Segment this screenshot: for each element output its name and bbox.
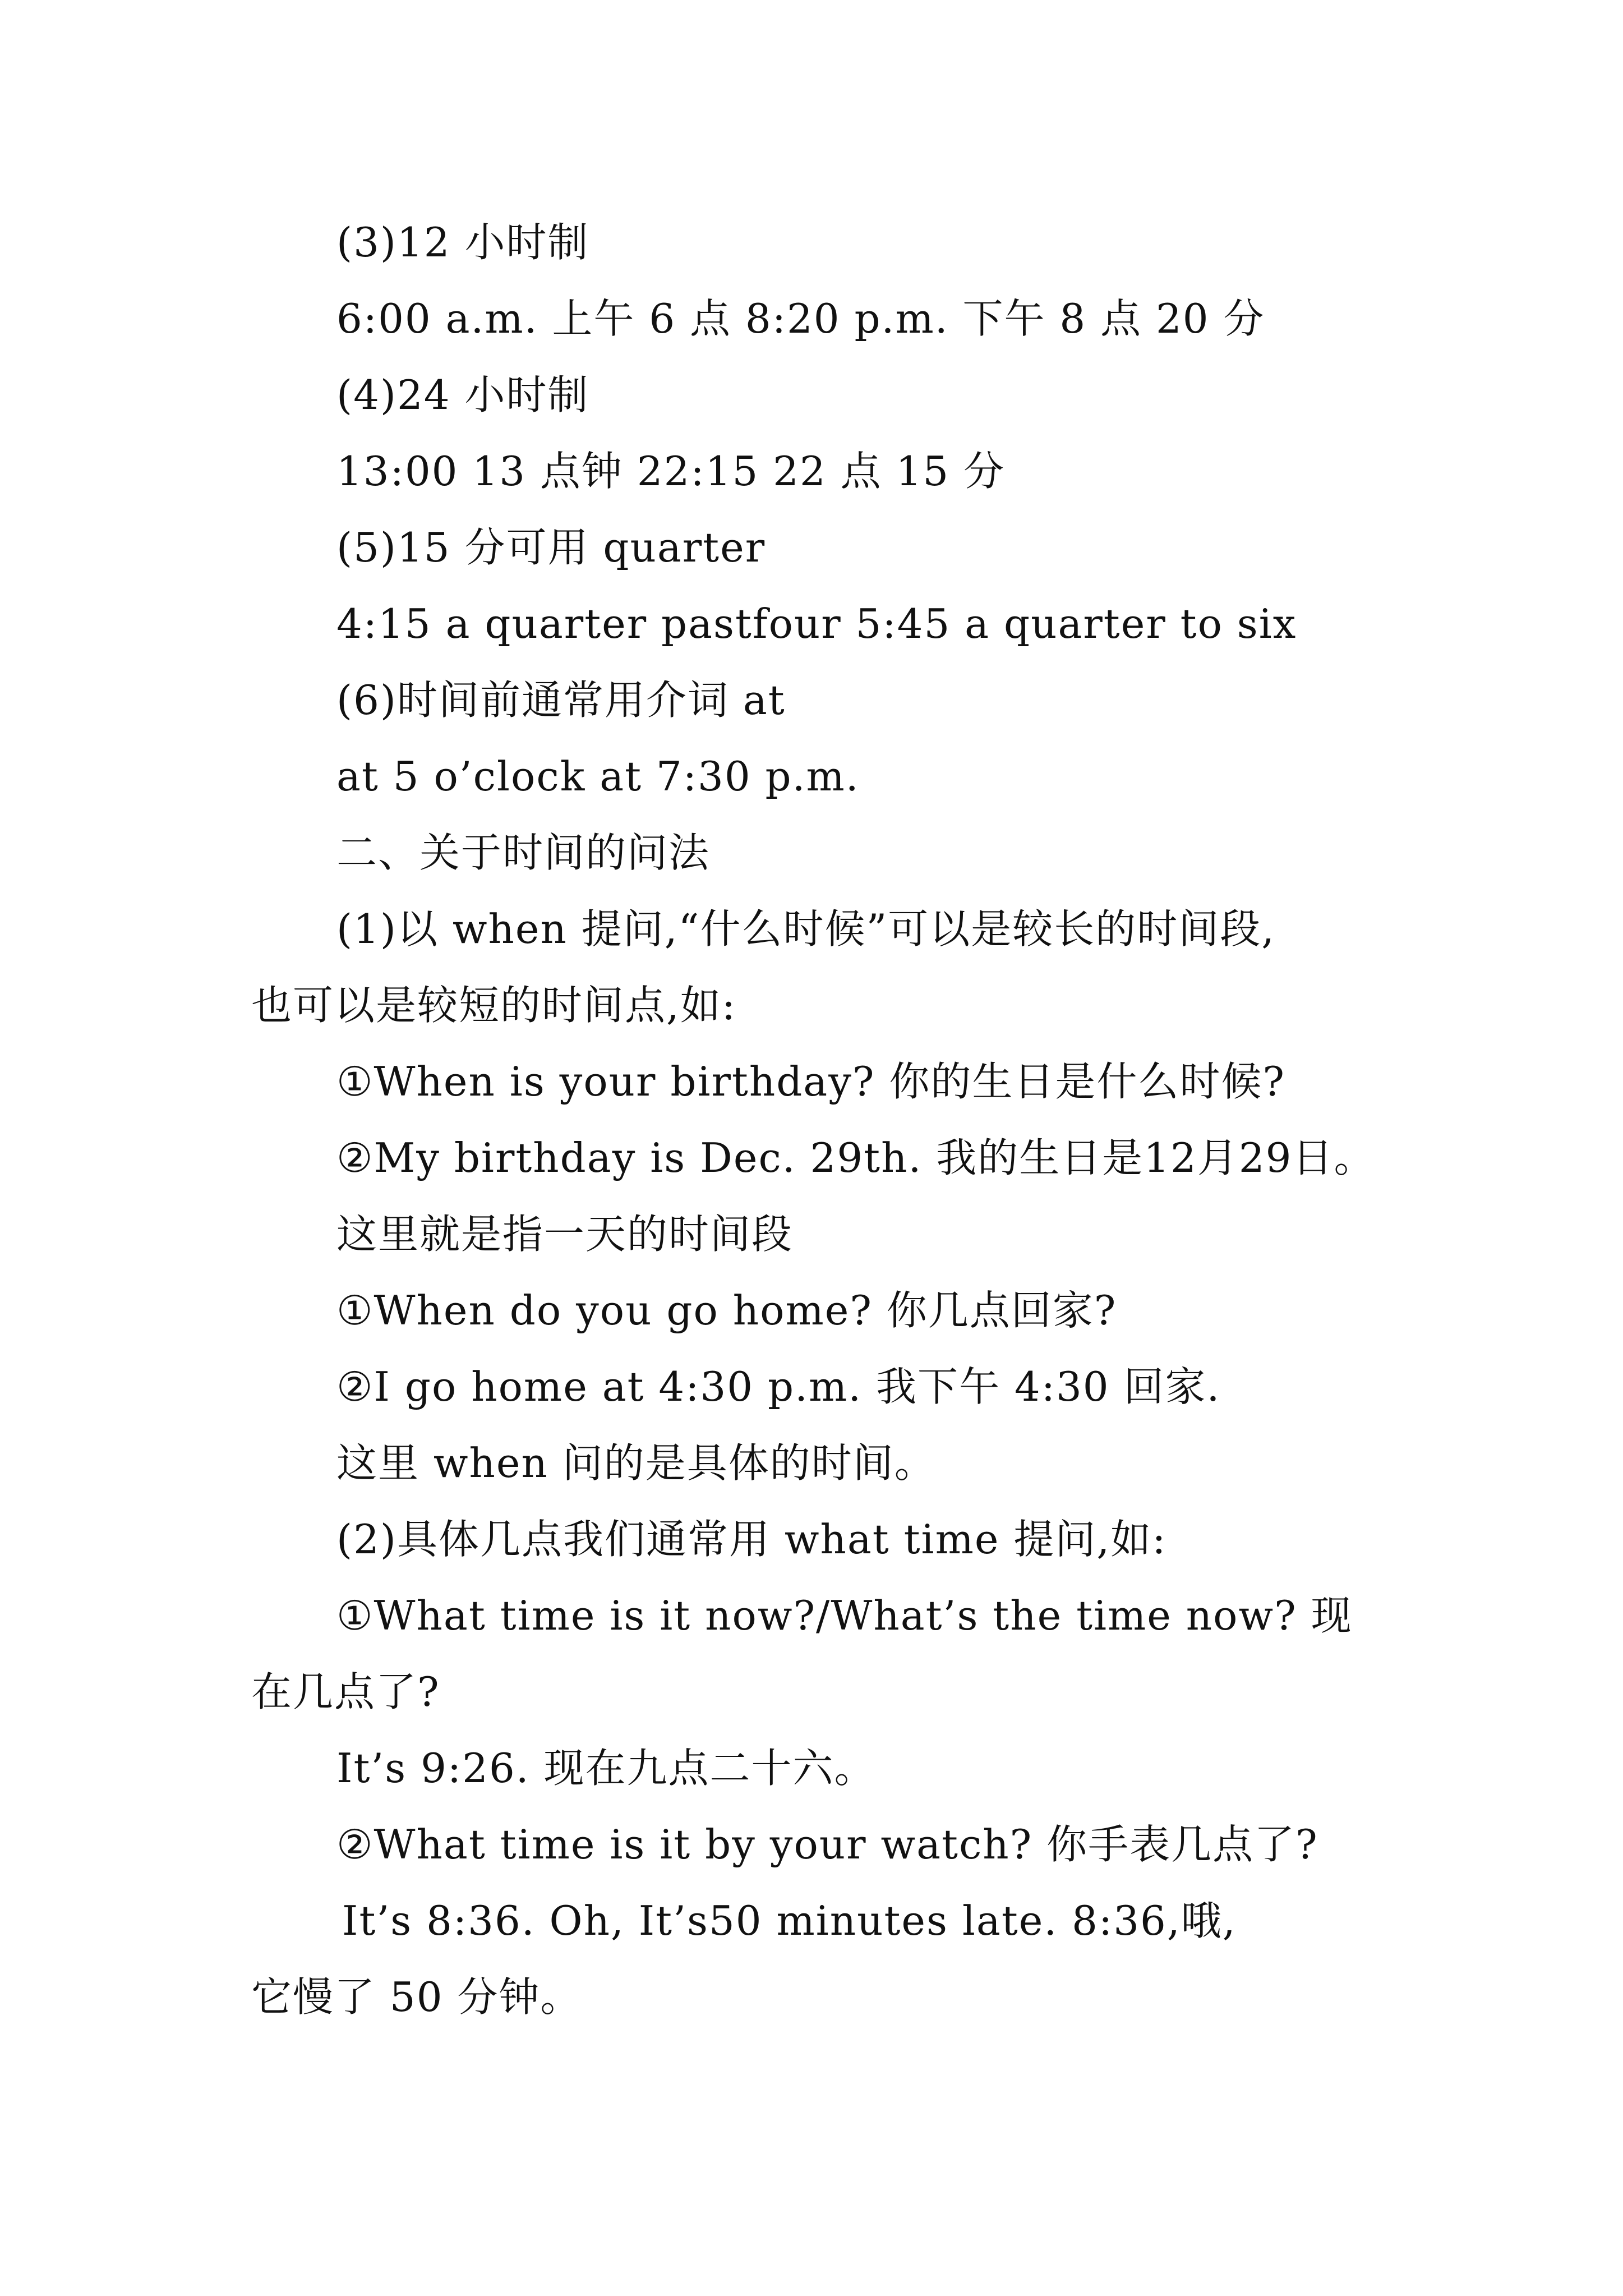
text-line-preposition-example: at 5 o’clock at 7:30 p.m. [336,753,860,800]
example-go-home-answer: ②I go home at 4:30 p.m. 我下午 4:30 回家. [336,1363,1221,1410]
example-watch-answer-cont: 它慢了 50 分钟。 [251,1973,582,2021]
example-what-time-now-cont: 在几点了? [251,1668,440,1715]
text-line-preposition-heading: (6)时间前通常用介词 at [336,677,786,724]
example-watch-question: ②What time is it by your watch? 你手表几点了? [336,1821,1318,1868]
text-line-when-question-cont: 也可以是较短的时间点,如: [251,982,737,1029]
example-birthday-answer: ②My birthday is Dec. 29th. 我的生日是12月29日。 [336,1134,1376,1181]
text-line-time-span-note: 这里就是指一天的时间段 [336,1211,794,1258]
example-watch-answer: It’s 8:36. Oh, It’s50 minutes late. 8:36,哦, [342,1897,1237,1944]
text-line-when-question: (1)以 when 提问,“什么时候”可以是较长的时间段, [336,905,1276,953]
example-birthday-question: ①When is your birthday? 你的生日是什么时候? [336,1058,1285,1105]
text-line-24-hour-heading: (4)24 小时制 [336,371,589,418]
example-what-time-now: ①What time is it now?/What’s the time now? 现 [336,1592,1353,1639]
example-what-time-answer: It’s 9:26. 现在九点二十六。 [336,1745,876,1792]
text-line-what-time-heading: (2)具体几点我们通常用 what time 提问,如: [336,1516,1167,1563]
text-line-quarter-example: 4:15 a quarter pastfour 5:45 a quarter to six [336,600,1297,647]
section-heading-time-questions: 二、关于时间的问法 [336,829,711,876]
text-line-24-hour-example: 13:00 13 点钟 22:15 22 点 15 分 [336,448,1006,495]
example-go-home-question: ①When do you go home? 你几点回家? [336,1287,1117,1334]
text-line-specific-time-note: 这里 when 问的是具体的时间。 [336,1439,936,1487]
text-line-quarter-heading: (5)15 分可用 quarter [336,524,766,571]
text-line-12-hour-heading: (3)12 小时制 [336,219,589,266]
text-line-12-hour-example: 6:00 a.m. 上午 6 点 8:20 p.m. 下午 8 点 20 分 [336,295,1265,342]
